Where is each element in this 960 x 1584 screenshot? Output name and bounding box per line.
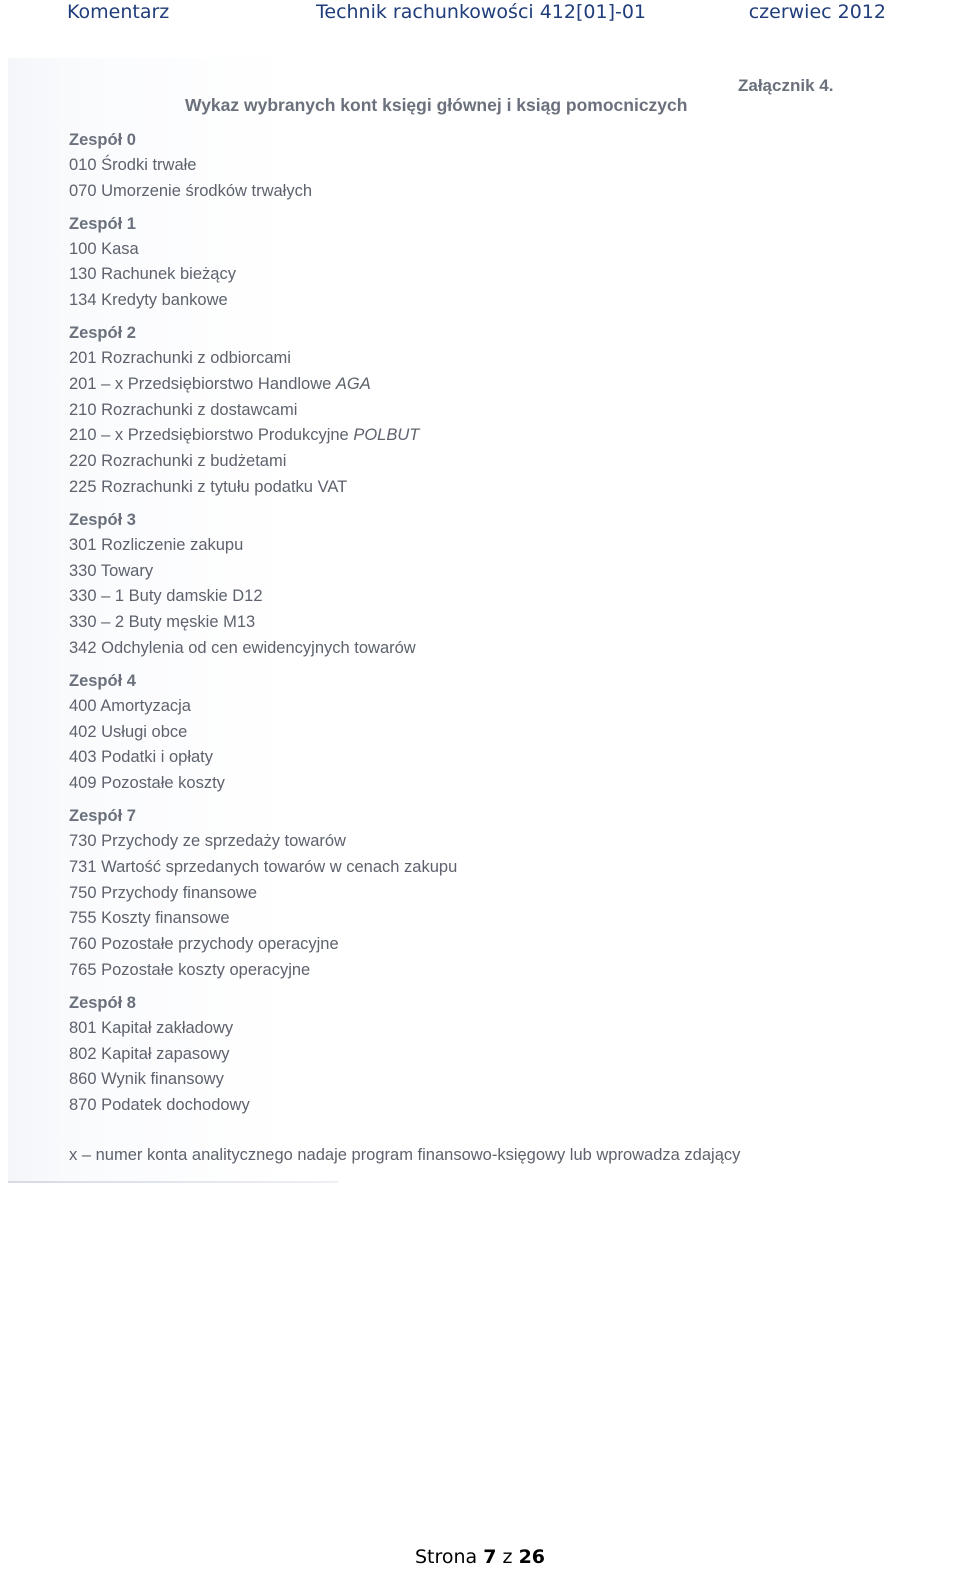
account-label: 130 Rachunek bieżący [69,265,236,284]
account-item [69,262,457,288]
account-item [69,288,457,314]
account-label: 730 Przychody ze sprzedaży towarów [69,831,346,850]
account-label: 330 – 1 Buty damskie D12 [69,587,263,606]
account-item [69,449,457,475]
header-left-label: Komentarz [67,1,170,23]
company-name: AGA [335,374,371,393]
account-item [69,584,457,610]
account-label: 210 – x Przedsiębiorstwo Produkcyjne [69,426,349,445]
account-label: 765 Pozostałe koszty operacyjne [69,960,311,979]
account-label: 760 Pozostałe przychody operacyjne [69,935,339,954]
group-title: Zespół 4 [69,671,136,690]
annex-label: Załącznik 4. [738,76,834,95]
account-item [69,1042,457,1068]
account-label: 201 Rozrachunki z odbiorcami [69,348,291,367]
account-item [69,694,457,720]
page-header [0,0,960,30]
account-label: 750 Przychody finansowe [69,883,258,902]
account-label: 210 Rozrachunki z dostawcami [69,400,298,419]
account-label: 070 Umorzenie środków trwałych [69,181,313,200]
account-group [69,212,457,314]
account-item [69,1016,457,1042]
group-title: Zespół 2 [69,323,136,342]
account-item [69,559,457,585]
account-groups [69,128,457,1126]
account-item [69,720,457,746]
account-item [69,153,457,179]
account-label: 342 Odchylenia od cen ewidencyjnych towarów [69,638,416,657]
account-item [69,610,457,636]
account-item [69,475,457,501]
group-title: Zespół 3 [69,510,136,529]
account-item [69,745,457,771]
group-title: Zespół 7 [69,806,136,825]
page-footer [0,1546,960,1568]
footer-prefix: Strona [414,1546,478,1568]
footer-page-number: 7 [483,1546,497,1568]
account-item [69,179,457,205]
group-title: Zespół 8 [69,993,136,1012]
account-label: 870 Podatek dochodowy [69,1096,250,1115]
account-item [69,855,457,881]
account-group [69,991,457,1119]
account-label: 801 Kapitał zakładowy [69,1018,234,1037]
header-center-label: Technik rachunkowości 412[01]-01 [316,1,647,23]
account-item [69,533,457,559]
account-label: 402 Usługi obce [69,722,188,741]
account-label: 409 Pozostałe koszty [69,774,225,793]
scanned-annex [8,58,952,1183]
account-item [69,423,457,449]
account-item [69,829,457,855]
scan-edge-divider [8,1181,338,1183]
account-item [69,636,457,662]
account-label: 330 Towary [69,561,154,580]
account-group [69,669,457,797]
footnote: x – numer konta analitycznego nadaje program finansowo-księgowy lub wprowadza zdający [69,1146,741,1164]
group-title: Zespół 1 [69,214,136,233]
account-group [69,321,457,501]
account-group [69,508,457,662]
account-label: 403 Podatki i opłaty [69,748,214,767]
group-title: Zespół 0 [69,131,136,149]
account-label: 201 – x Przedsiębiorstwo Handlowe [69,374,332,393]
account-label: 134 Kredyty bankowe [69,291,228,310]
account-label: 802 Kapitał zapasowy [69,1044,230,1063]
company-name: POLBUT [353,426,420,445]
account-label: 860 Wynik finansowy [69,1070,224,1089]
account-label: 100 Kasa [69,239,139,258]
account-item [69,906,457,932]
account-item [69,237,457,263]
account-item [69,881,457,907]
account-item [69,372,457,398]
account-group [69,804,457,984]
account-label: 301 Rozliczenie zakupu [69,535,244,554]
account-label: 010 Środki trwałe [69,156,197,174]
account-item [69,1067,457,1093]
account-label: 400 Amortyzacja [69,696,191,715]
account-label: 220 Rozrachunki z budżetami [69,452,287,471]
account-label: 225 Rozrachunki z tytułu podatku VAT [69,477,348,496]
account-item [69,398,457,424]
account-label: 330 – 2 Buty męskie M13 [69,613,256,632]
account-group [69,128,457,205]
account-item [69,771,457,797]
footer-separator: z [502,1546,513,1568]
header-right-label: czerwiec 2012 [748,1,886,23]
account-item [69,346,457,372]
account-label: 731 Wartość sprzedanych towarów w cenach zakupu [69,857,458,876]
document-title: Wykaz wybranych kont księgi głównej i ksiąg pomocniczych [185,95,688,115]
account-item [69,932,457,958]
account-item [69,958,457,984]
footer-total-pages: 26 [518,1546,546,1568]
account-item [69,1093,457,1119]
account-label: 755 Koszty finansowe [69,909,230,928]
